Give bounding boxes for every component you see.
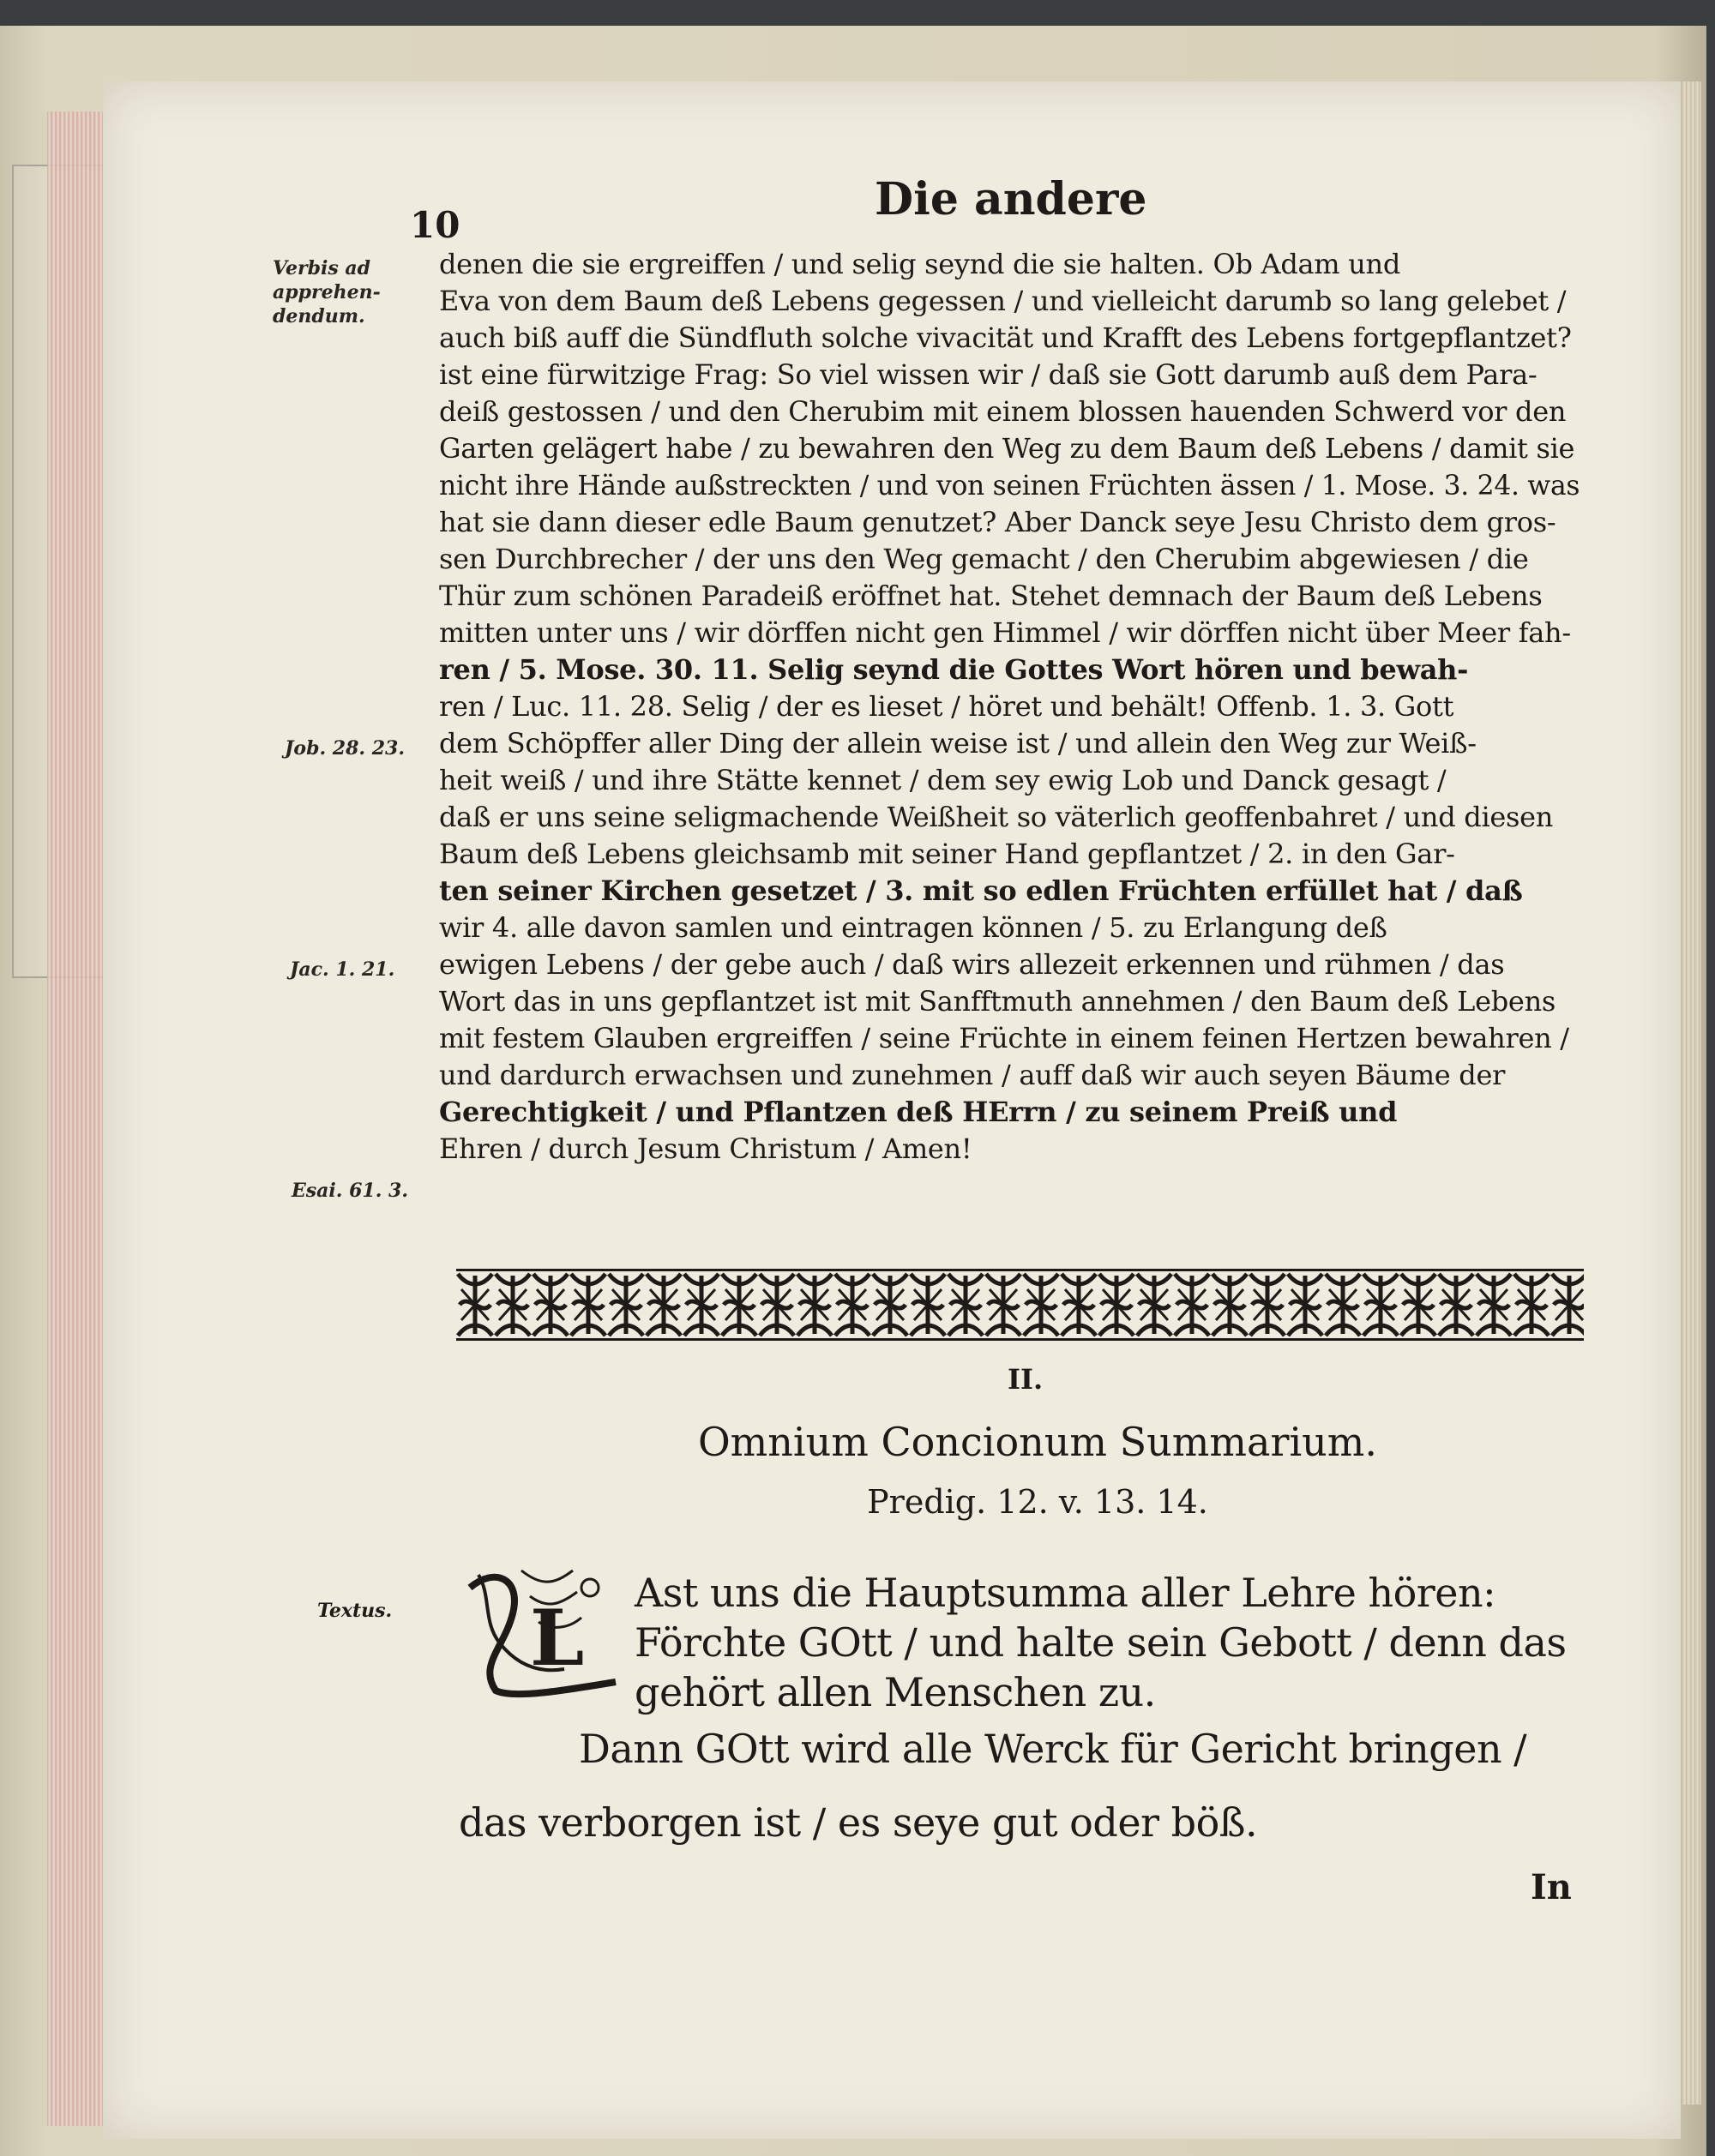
body-line: Garten gelägert habe / zu bewahren den Weg zu dem Baum deß Lebens / damit sie: [439, 432, 1575, 465]
body-line: nicht ihre Hände außstreckten / und von seinen Früchten ässen / 1. Mose. 3. 24. was: [439, 469, 1580, 501]
body-line: dem Schöpffer aller Ding der allein weise ist / und allein den Weg zur Weiß-: [439, 727, 1477, 760]
body-line: ewigen Lebens / der gebe auch / daß wirs allezeit erkennen und rühmen / das: [439, 948, 1505, 981]
verse-line: Dann GOtt wird alle Werck für Gericht bringen /: [579, 1726, 1527, 1772]
section-number: II.: [1008, 1363, 1044, 1396]
body-line: Thür zum schönen Paradeiß eröffnet hat. Stehet demnach der Baum deß Lebens: [439, 580, 1543, 612]
body-line: und dardurch erwachsen und zunehmen / auff daß wir auch seyen Bäume der: [439, 1059, 1506, 1091]
body-line: auch biß auff die Sündfluth solche vivacität und Krafft des Lebens fortgepflantzet?: [439, 321, 1572, 354]
body-line: wir 4. alle davon samlen und eintragen können / 5. zu Erlangung deß: [439, 911, 1387, 944]
body-line: deiß gestossen / und den Cherubim mit einem blossen hauenden Schwerd vor den: [439, 395, 1567, 428]
body-line: Gerechtigkeit / und Pflantzen deß HErrn / zu seinem Preiß und: [439, 1096, 1398, 1128]
body-line: Ehren / durch Jesum Christum / Amen!: [439, 1132, 972, 1165]
margin-note: Jac. 1. 21.: [290, 958, 395, 981]
page-stack-edge: [1682, 81, 1701, 2105]
margin-note: dendum.: [273, 305, 365, 327]
section-reference: Predig. 12. v. 13. 14.: [867, 1483, 1208, 1521]
decorated-initial-icon: [461, 1562, 629, 1703]
running-head: Die andere: [875, 173, 1147, 225]
margin-note: apprehen-: [273, 281, 381, 303]
body-line: hat sie dann dieser edle Baum genutzet? Aber Danck seye Jesu Christo dem gros-: [439, 506, 1556, 538]
margin-note: Job. 28. 23.: [285, 737, 405, 760]
verse-line: Ast uns die Hauptsumma aller Lehre hören:: [635, 1570, 1496, 1616]
body-line: Baum deß Lebens gleichsamb mit seiner Hand gepflantzet / 2. in den Gar-: [439, 838, 1455, 870]
body-line: heit weiß / und ihre Stätte kennet / dem sey ewig Lob und Danck gesagt /: [439, 764, 1447, 796]
body-line: Wort das in uns gepflantzet ist mit Sanfftmuth annehmen / den Baum deß Lebens: [439, 985, 1556, 1018]
body-line: ren / 5. Mose. 30. 11. Selig seynd die Gottes Wort hören und bewah-: [439, 653, 1469, 686]
textus-margin-note: Textus.: [317, 1600, 393, 1622]
body-line: Eva von dem Baum deß Lebens gegessen / und vielleicht darumb so lang gelebet /: [439, 285, 1567, 317]
verse-line: das verborgen ist / es seye gut oder böß.: [459, 1799, 1258, 1846]
body-line: sen Durchbrecher / der uns den Weg gemacht / den Cherubim abgewiesen / die: [439, 543, 1529, 575]
body-line: ten seiner Kirchen gesetzet / 3. mit so edlen Früchten erfüllet hat / daß: [439, 874, 1523, 907]
drop-cap-letter: L: [530, 1593, 585, 1684]
body-line: ren / Luc. 11. 28. Selig / der es lieset / höret und behält! Offenb. 1. 3. Gott: [439, 690, 1454, 723]
decorative-border-ornament: [456, 1267, 1584, 1342]
verse-line: gehört allen Menschen zu.: [635, 1669, 1156, 1715]
body-line: mitten unter uns / wir dörffen nicht gen Himmel / wir dörffen nicht über Meer fah-: [439, 616, 1571, 649]
catchword: In: [1531, 1867, 1572, 1907]
verse-line: Förchte GOtt / und halte sein Gebott / denn das: [635, 1619, 1567, 1666]
margin-note: Verbis ad: [273, 257, 371, 279]
section-title: Omnium Concionum Summarium.: [697, 1419, 1378, 1465]
page-number: 10: [410, 204, 460, 246]
body-line: mit festem Glauben ergreiffen / seine Früchte in einem feinen Hertzen bewahren /: [439, 1022, 1569, 1054]
body-line: denen die sie ergreiffen / und selig seynd die sie halten. Ob Adam und: [439, 248, 1401, 280]
body-line: ist eine fürwitzige Frag: So viel wissen wir / daß sie Gott darumb auß dem Para-: [439, 358, 1537, 391]
page-fore-edge: [47, 111, 103, 2126]
margin-note: Esai. 61. 3.: [292, 1180, 408, 1202]
body-line: daß er uns seine seligmachende Weißheit so väterlich geoffenbahret / und diesen: [439, 801, 1554, 833]
